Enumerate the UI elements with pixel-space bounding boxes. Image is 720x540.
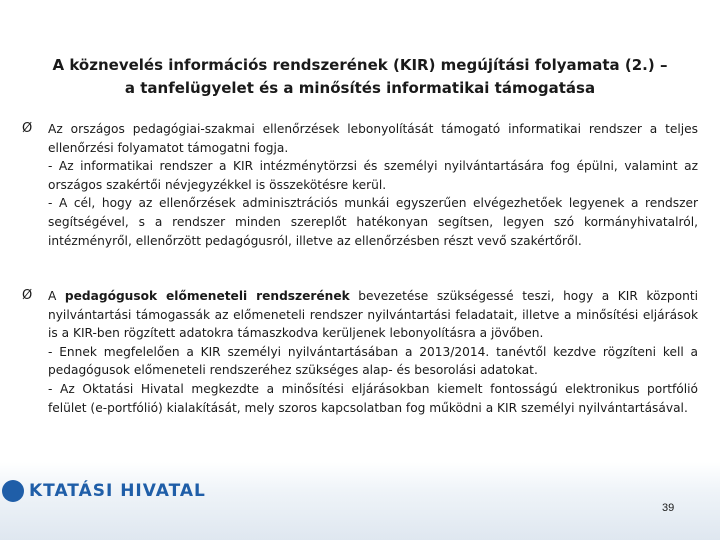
bullet-text [48, 120, 698, 250]
bullet-paragraph: - Az Oktatási Hivatal megkezdte a minősítési eljárásokban kiemelt fontosságú elektronikus portfólió felület (e-portfólió) kialakítását, mely szoros kapcsolatban fog működni a KIR személyi nyilvántartásával. [48, 381, 698, 415]
intro-bold: pedagógusok előmeneteli rendszerének [64, 289, 350, 303]
title-line-1: A köznevelés információs rendszerének (KIR) megújítási folyamata (2.) – [52, 56, 668, 74]
logo-text: KTATÁSI HIVATAL [29, 481, 206, 501]
bullet-paragraph: - A cél, hogy az ellenőrzések adminisztrációs munkái egyszerűen elvégezhetőek legyenek a rendszer segítségével, s a rendszer minden szereplőt hatékonyan segítsen, legyen szó kormányhivatalról, intézményről, ellenőrzött pedagógusról, illetve az ellenőrzésben részt vevő szakértőről. [48, 196, 698, 248]
arrow-bullet-icon: Ø [22, 288, 33, 303]
bullet-kir-inspection [22, 120, 698, 250]
arrow-bullet-icon: Ø [22, 121, 33, 136]
bullet-career-system [22, 287, 698, 417]
bullet-paragraph [48, 287, 698, 343]
page-number: 39 [662, 502, 675, 514]
bullet-paragraph: - Ennek megfelelően a KIR személyi nyilvántartásában a 2013/2014. tanévtől kezdve rögzíteni kell a pedagógusok előmeneteli rendszeréhez szükséges alap- és besorolási adatokat. [48, 344, 698, 378]
intro-pre: A [48, 289, 65, 303]
logo-circle-icon [2, 480, 24, 502]
title-line-2: a tanfelügyelet és a minősítés informatikai támogatása [124, 79, 596, 97]
slide-title [40, 54, 680, 100]
bullet-paragraph: - Az informatikai rendszer a KIR intézménytörzsi és személyi nyilvántartására fog épülni, valamint az országos szakértői névjegyzékkel is összekötésre kerül. [48, 159, 698, 192]
bullet-paragraph: Az országos pedagógiai-szakmai ellenőrzések lebonyolítását támogató informatikai rendszer a teljes ellenőrzési folyamatot támogatni fogja. [48, 122, 698, 155]
bullet-text [48, 287, 698, 417]
intro-post: bevezetése szükségessé teszi, hogy a KIR központi nyilvántartási támogassák az előmeneteli rendszer nyilvántartási feladatait, illetve a minősítési eljárások is a KIR-ben rögzített adatokra támaszkodva kerüljenek lebonyolításra a jövőben. [48, 289, 698, 341]
oktatasi-hivatal-logo [0, 479, 206, 503]
